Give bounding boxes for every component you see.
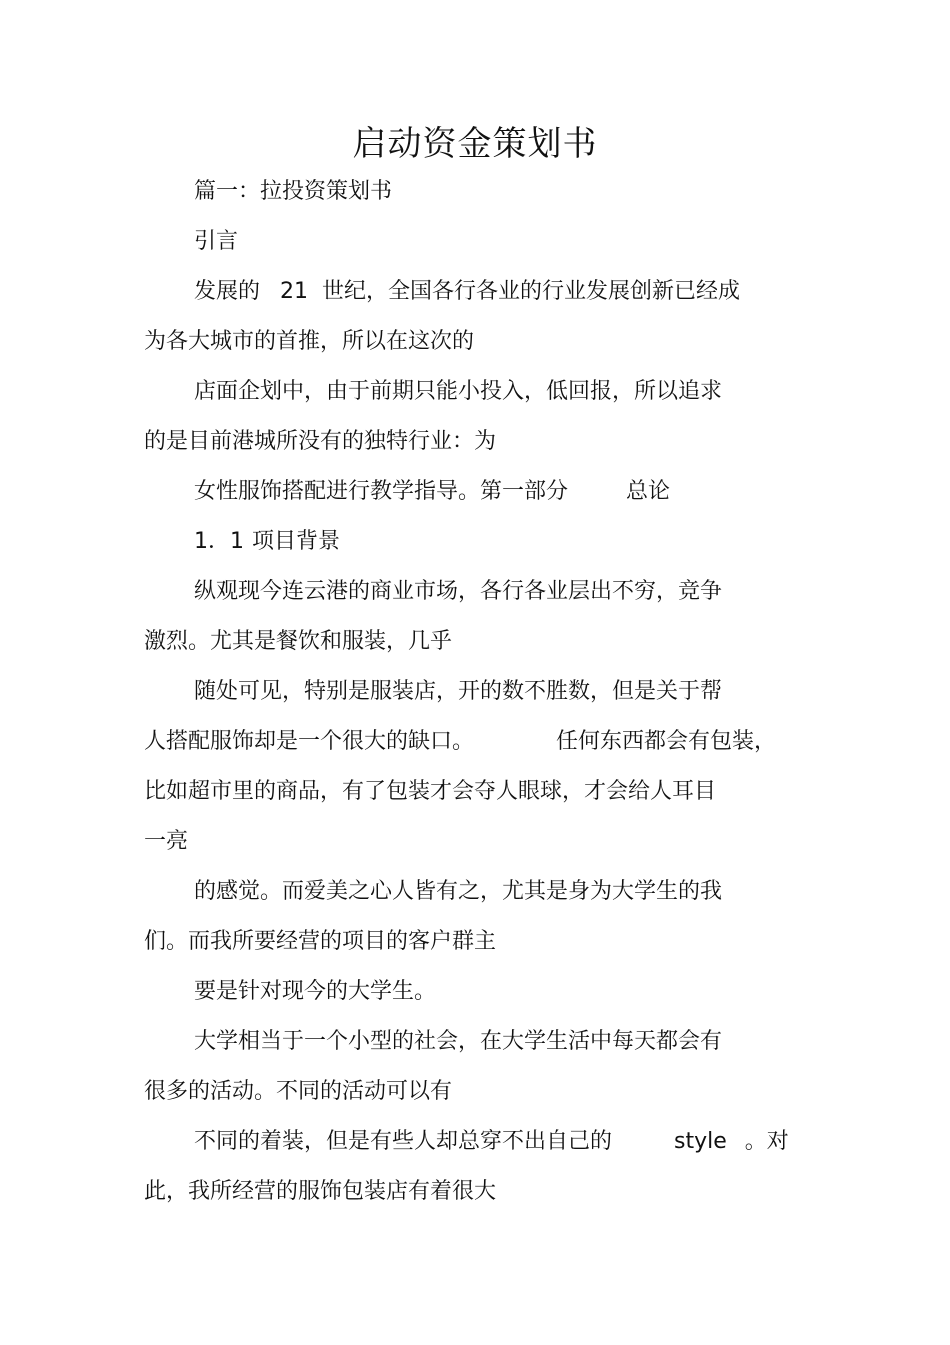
- text-segment: 世纪，全国各行各业的行业发展创新已经成: [322, 279, 741, 304]
- document-title: 启动资金策划书: [352, 124, 598, 164]
- text-line: [144, 1177, 496, 1207]
- text-segment: 们。而我所要经营的项目的客户群主: [144, 929, 497, 954]
- text-segment: 要是针对现今的大学生。: [194, 979, 437, 1004]
- text-line: [194, 377, 722, 407]
- text-line: [144, 327, 474, 357]
- text-segment: 随处可见，特别是服装店，开的数不胜数，但是关于帮: [194, 679, 723, 704]
- text-line: [194, 1027, 722, 1057]
- text-segment: 女性服饰搭配进行教学指导。第一部分: [194, 479, 569, 504]
- text-segment: 激烈。尤其是餐饮和服装，几乎: [144, 629, 453, 654]
- text-segment: 总论: [626, 479, 671, 504]
- text-line: [194, 177, 392, 207]
- text-line: [194, 677, 722, 707]
- text-line: [144, 627, 452, 657]
- text-line: [194, 227, 238, 257]
- text-segment: style: [674, 1129, 727, 1154]
- text-line: [144, 427, 496, 457]
- text-line: [144, 1077, 452, 1107]
- text-segment: 大学相当于一个小型的社会，在大学生活中每天都会有: [194, 1029, 723, 1054]
- text-segment: 为各大城市的首推，所以在这次的: [144, 329, 475, 354]
- text-segment: 人搭配服饰却是一个很大的缺口。: [144, 729, 475, 754]
- text-segment: 的是目前港城所没有的独特行业：为: [144, 429, 497, 454]
- text-segment: 任何东西都会有包装，: [556, 729, 777, 754]
- text-segment: 一亮: [144, 829, 189, 854]
- text-segment: 21: [280, 279, 309, 304]
- text-line: [194, 477, 670, 507]
- text-segment: 发展的: [194, 279, 261, 304]
- text-segment: 1．1: [194, 529, 244, 554]
- text-segment: 引言: [194, 229, 239, 254]
- text-segment: 很多的活动。不同的活动可以有: [144, 1079, 453, 1104]
- text-segment: 此，我所经营的服饰包装店有着很大: [144, 1179, 497, 1204]
- text-segment: 纵观现今连云港的商业市场，各行各业层出不穷，竞争: [194, 579, 723, 604]
- text-line: [144, 827, 188, 857]
- text-line: [194, 877, 722, 907]
- text-line: [194, 977, 436, 1007]
- text-segment: 篇一：拉投资策划书: [194, 179, 393, 204]
- text-line: [194, 577, 722, 607]
- text-line: [144, 927, 496, 957]
- text-segment: 项目背景: [252, 529, 341, 554]
- text-segment: 比如超市里的商品，有了包装才会夺人眼球，才会给人耳目: [144, 779, 717, 804]
- text-line: [144, 727, 776, 757]
- text-line: [194, 527, 340, 557]
- text-segment: 。对: [744, 1129, 789, 1154]
- text-line: [194, 277, 740, 307]
- text-line: [194, 1127, 789, 1157]
- text-segment: 不同的着装，但是有些人却总穿不出自己的: [194, 1129, 613, 1154]
- text-line: [144, 777, 716, 807]
- text-segment: 店面企划中，由于前期只能小投入，低回报，所以追求: [194, 379, 723, 404]
- text-segment: 的感觉。而爱美之心人皆有之，尤其是身为大学生的我: [194, 879, 723, 904]
